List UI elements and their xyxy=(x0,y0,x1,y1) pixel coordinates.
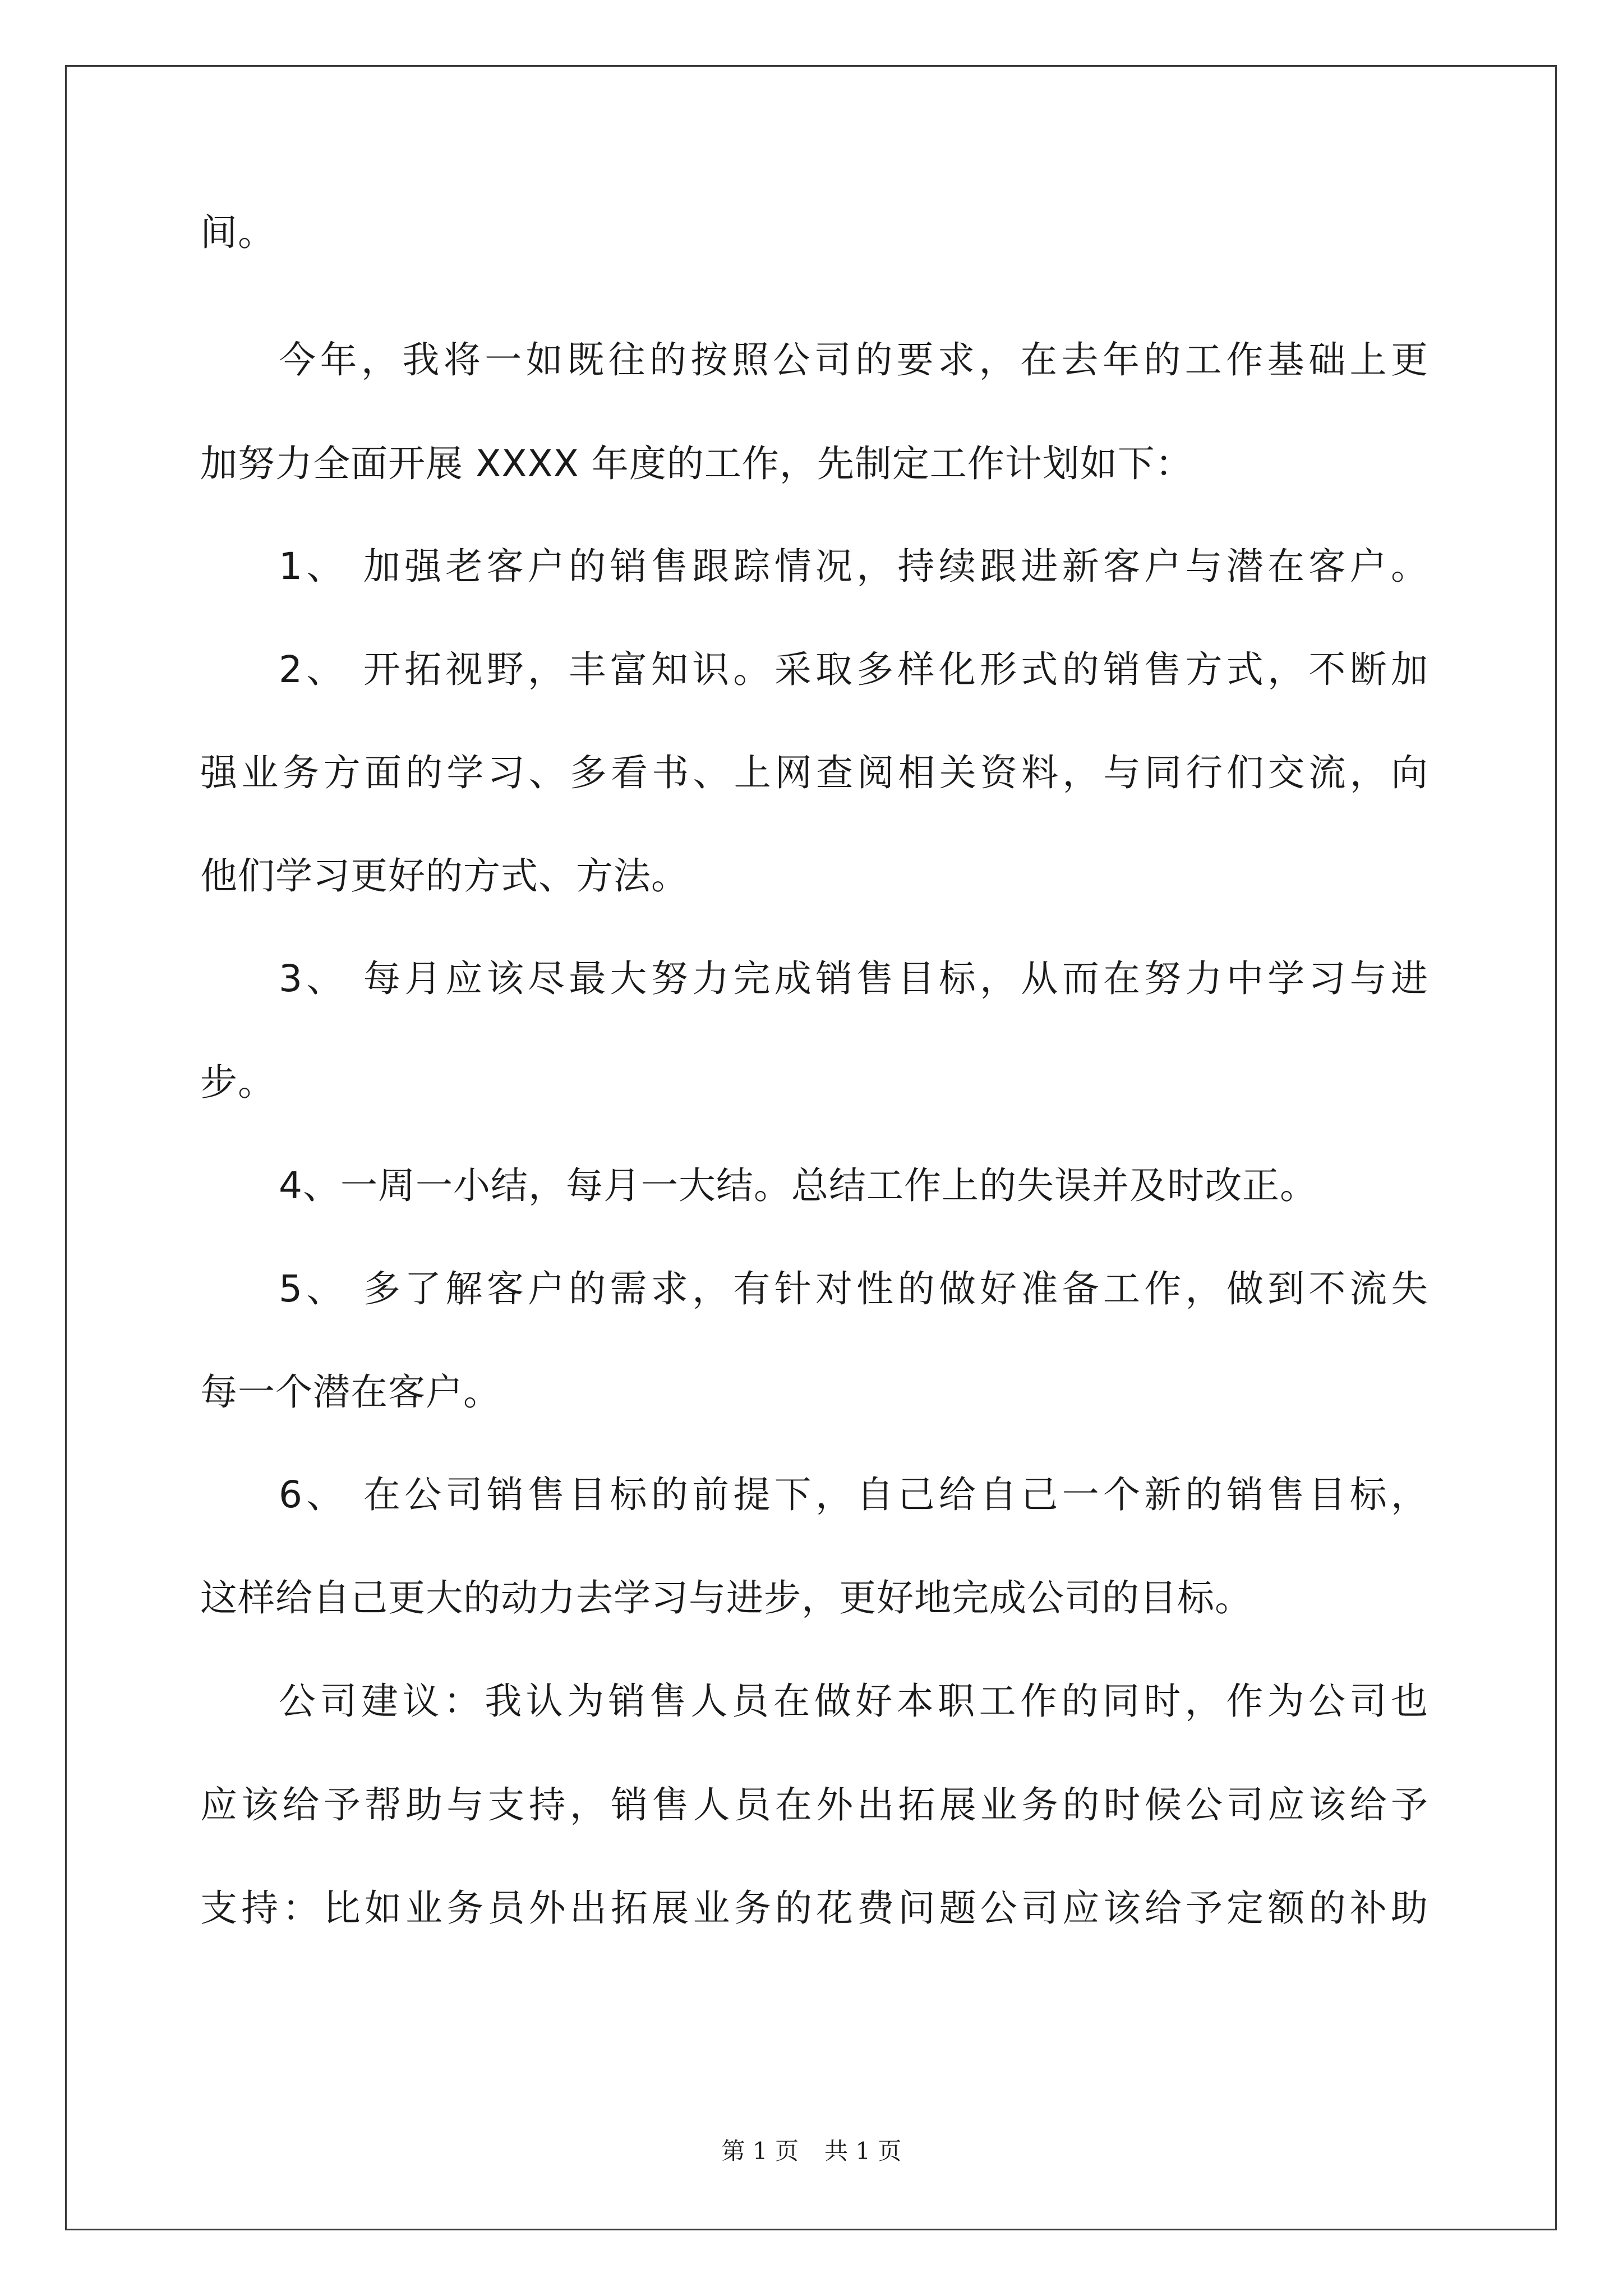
text-line-2: 今年，我将一如既往的按照公司的要求，在去年的工作基础上更 xyxy=(279,338,1428,381)
text-line-10: 4、一周一小结，每月一大结。总结工作上的失误并及时改正。 xyxy=(279,1164,1317,1207)
page-footer xyxy=(0,2134,1623,2168)
text-line-14: 这样给自己更大的动力去学习与进步，更好地完成公司的目标。 xyxy=(200,1576,1252,1619)
text-line-13: 6、 在公司销售目标的前提下，自己给自己一个新的销售目标， xyxy=(279,1473,1428,1516)
text-line-17: 支持：比如业务员外出拓展业务的花费问题公司应该给予定额的补助 xyxy=(200,1887,1428,1930)
text-line-8: 3、 每月应该尽最大努力完成销售目标，从而在努力中学习与进 xyxy=(279,957,1428,1000)
page-number-current: 第 1 页 xyxy=(721,2137,799,2165)
text-line-12: 每一个潜在客户。 xyxy=(200,1370,501,1414)
text-line-5: 2、 开拓视野，丰富知识。采取多样化形式的销售方式，不断加 xyxy=(279,648,1428,691)
text-line-6: 强业务方面的学习、多看书、上网查阅相关资料，与同行们交流，向 xyxy=(200,751,1428,794)
text-line-3: 加努力全面开展 XXXX 年度的工作，先制定工作计划如下： xyxy=(200,442,1193,485)
page-number-total: 共 1 页 xyxy=(824,2137,902,2165)
text-line-7: 他们学习更好的方式、方法。 xyxy=(200,854,689,898)
text-line-9: 步。 xyxy=(200,1061,275,1104)
text-line-11: 5、 多了解客户的需求，有针对性的做好准备工作，做到不流失 xyxy=(279,1267,1428,1310)
text-line-15: 公司建议：我认为销售人员在做好本职工作的同时，作为公司也 xyxy=(279,1680,1428,1723)
text-line-16: 应该给予帮助与支持，销售人员在外出拓展业务的时候公司应该给予 xyxy=(200,1783,1428,1826)
text-line-1: 间。 xyxy=(200,211,275,254)
text-line-4: 1、 加强老客户的销售跟踪情况，持续跟进新客户与潜在客户。 xyxy=(279,545,1428,588)
